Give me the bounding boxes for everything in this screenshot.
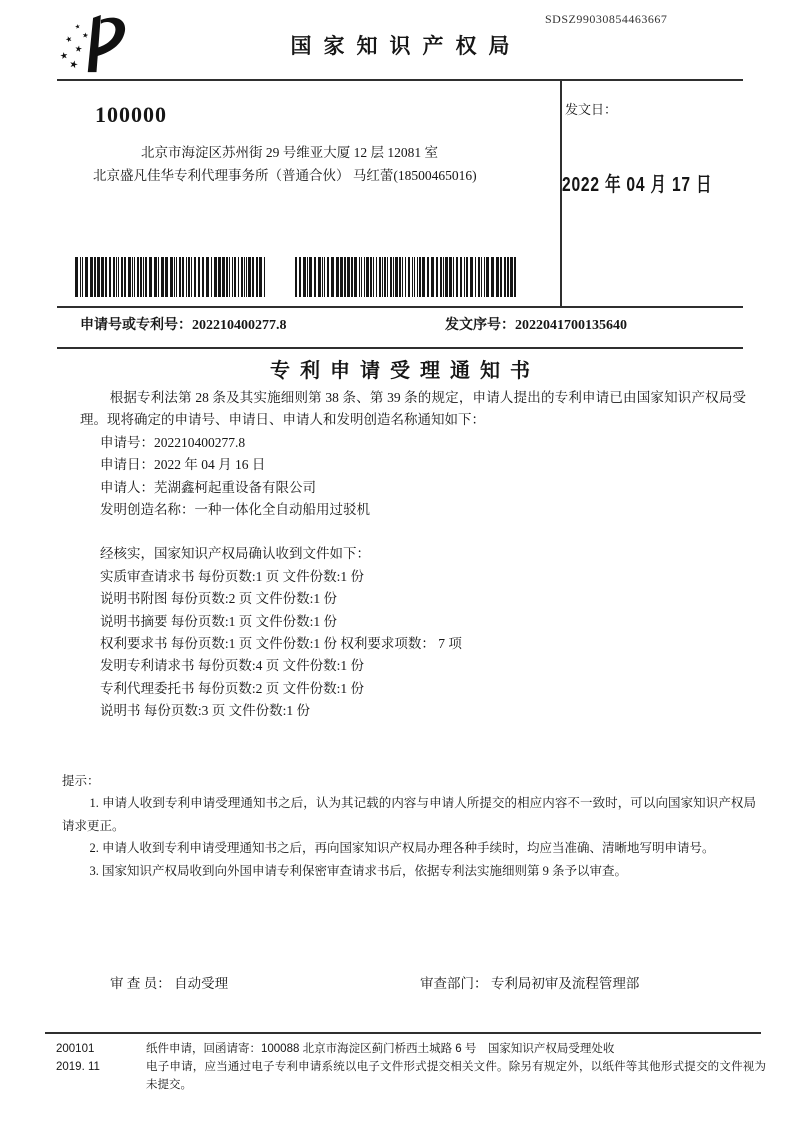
footer-row-paper: [56, 1040, 766, 1058]
notice-intro: 根据专利法第 28 条及其实施细则第 38 条、第 39 条的规定，申请人提出的专利申请已由国家知识产权局受理。现将确定的申请号、申请日、申请人和发明创造名称通知如下：: [80, 390, 746, 428]
reference-row-bottom-divider: [57, 347, 743, 349]
footer-form-version: 2019. 11: [56, 1061, 100, 1073]
org-title: 国家知识产权局: [290, 34, 522, 58]
examiner: 审 查 员： 自动受理: [110, 976, 229, 991]
notice-title: 专利申请受理通知书: [270, 360, 540, 382]
received-documents: [100, 543, 746, 722]
barcode-dispatch: [295, 257, 516, 297]
document-line: 专利代理委托书 每份页数:2 页 文件份数:1 份: [100, 680, 365, 696]
footer-form-code: 200101: [56, 1043, 95, 1055]
tips-label: 提示：: [62, 774, 100, 788]
footer: [56, 1040, 766, 1094]
document-line: 说明书 每份页数:3 页 文件份数:1 份: [100, 703, 311, 719]
document-line: 发明专利请求书 每份页数:4 页 文件份数:1 份: [100, 658, 365, 674]
document-serial-number: SDSZ99030854463667: [545, 12, 668, 26]
field-application-number: 申请号：202210400277.8: [100, 434, 246, 450]
field-invention-title: 发明创造名称：一种一体化全自动船用过驳机: [100, 502, 370, 518]
tip-item: 1. 申请人收到专利申请受理通知书之后，认为其记载的内容与申请人所提交的相应内容不一致时，可以向国家知识产权局请求更正。: [62, 796, 756, 833]
document-line: 实质审查请求书 每份页数:1 页 文件份数:1 份: [100, 568, 365, 584]
reference-row-top-divider: [57, 306, 743, 308]
reference-row: [80, 314, 745, 334]
footer-paper-instructions: 纸件申请，回函请寄：100088 北京市海淀区蓟门桥西土城路 6 号 国家知识产权局受理处收: [146, 1043, 615, 1055]
document-line: 说明书附图 每份页数:2 页 文件份数:1 份: [100, 591, 338, 607]
document-line: 说明书摘要 每份页数:1 页 文件份数:1 份: [100, 613, 338, 629]
barcode-application: [75, 257, 265, 297]
recipient-address-line1: 北京市海淀区苏州街 29 号维亚大厦 12 层 12081 室: [141, 145, 438, 160]
footer-electronic-instructions: 电子申请，应当通过电子专利申请系统以电子文件形式提交相关文件。除另有规定外，以纸件等其他形式提交的文件视为未提交。: [146, 1061, 766, 1091]
tips-section: [62, 770, 756, 882]
dispatch-number-label: 发文序号：: [445, 318, 515, 333]
application-number-label: 申请号或专利号：: [80, 318, 192, 333]
dispatch-number-value: 2022041700135640: [515, 318, 627, 333]
field-application-date: 申请日：2022 年 04 月 16 日: [100, 457, 266, 473]
recipient-address: [93, 141, 533, 187]
tip-item: 3. 国家知识产权局收到向外国申请专利保密审查请求书后，依据专利法实施细则第 9 条予以审查。: [89, 863, 628, 878]
footer-divider: [45, 1032, 761, 1034]
recipient-postcode: 100000: [95, 102, 167, 127]
dispatch-date-label: 发文日：: [565, 102, 618, 117]
header-divider: [57, 79, 743, 81]
notice-body: [80, 387, 746, 723]
document-line: 权利要求书 每份页数:1 页 文件份数:1 份 权利要求项数： 7 项: [100, 636, 462, 652]
footer-row-electronic: [56, 1058, 766, 1094]
received-intro: 经核实，国家知识产权局确认收到文件如下：: [100, 546, 370, 562]
recipient-address-line2: 北京盛凡佳华专利代理事务所（普通合伙） 马红蕾(18500465016): [93, 168, 477, 183]
application-fields: [100, 432, 746, 522]
application-number-value: 202210400277.8: [192, 318, 287, 333]
tip-item: 2. 申请人收到专利申请受理通知书之后，再向国家知识产权局办理各种手续时，均应当准确、清晰地写明申请号。: [89, 841, 715, 856]
dispatch-date-value: 2022 年 04 月 17 日: [562, 174, 713, 196]
examining-department: 审查部门： 专利局初审及流程管理部: [420, 976, 640, 991]
field-applicant: 申请人：芜湖鑫柯起重设备有限公司: [100, 479, 316, 495]
